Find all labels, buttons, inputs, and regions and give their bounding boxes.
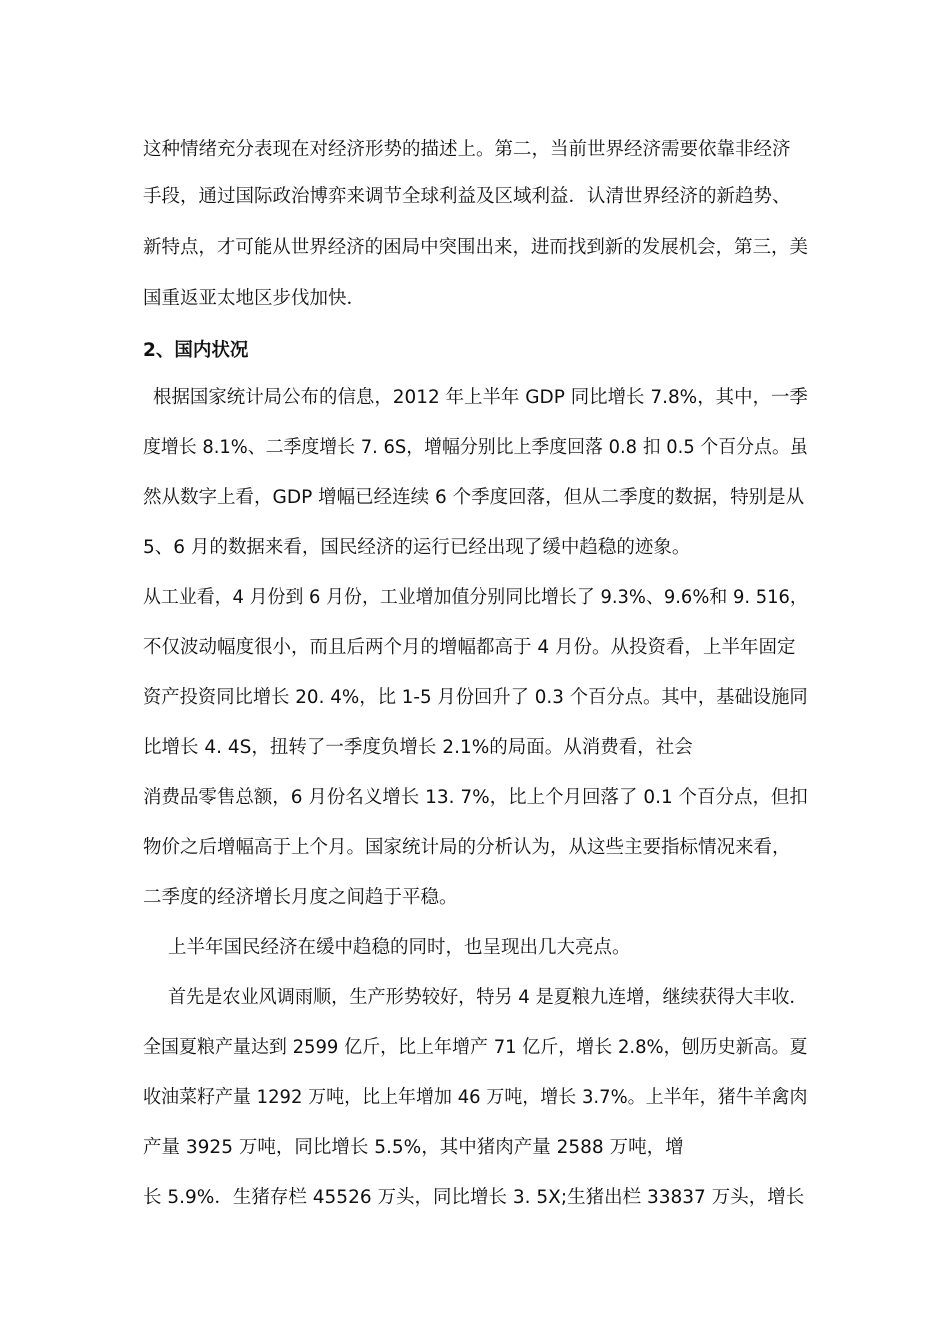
paragraph-line: 首先是农业风调雨顺，生产形势较好，特另 4 是夏粮九连增，继续获得大丰收． bbox=[168, 987, 808, 1008]
paragraph-line: 比增长 4. 4S，扭转了一季度负增长 2.1%的局面。从消费看，社会 bbox=[143, 737, 693, 758]
paragraph-line: 消费品零售总额，6 月份名义增长 13. 7%，比上个月回落了 0.1 个百分点，但扣 bbox=[143, 787, 808, 808]
paragraph-line: 资产投资同比增长 20. 4%，比 1-5 月份回升了 0.3 个百分点。其中，基础设施同 bbox=[143, 687, 808, 708]
paragraph-line: 度增长 8.1%、二季度增长 7. 6S，增幅分别比上季度回落 0.8 扣 0.5 个百分点。虽 bbox=[143, 437, 808, 458]
paragraph-line: 全国夏粮产量达到 2599 亿斤，比上年增产 71 亿斤，增长 2.8%，刨历史新高。夏 bbox=[143, 1037, 808, 1058]
paragraph-line: 然从数字上看，GDP 增幅已经连续 6 个季度回落，但从二季度的数据，特别是从 bbox=[143, 487, 805, 508]
paragraph-line: 国重返亚太地区步伐加快． bbox=[143, 288, 366, 309]
paragraph-line: 从工业看，4 月份到 6 月份，工业增加值分别同比增长了 9.3%、9.6%和 9. 516， bbox=[143, 587, 808, 608]
paragraph-line: 物价之后增幅高于上个月。国家统计局的分析认为，从这些主要指标情况来看， bbox=[143, 837, 791, 858]
paragraph-line: 5、6 月的数据来看，国民经济的运行已经出现了缓中趋稳的迹象。 bbox=[143, 537, 691, 558]
section-heading: 2、国内状况 bbox=[143, 340, 249, 361]
paragraph-line: 新特点，才可能从世界经济的困局中突围出来，进而找到新的发展机会，第三，美 bbox=[143, 237, 809, 258]
paragraph-line: 二季度的经济增长月度之间趋于平稳。 bbox=[143, 887, 458, 908]
paragraph-line: 产量 3925 万吨，同比增长 5.5%，其中猪肉产量 2588 万吨，增 bbox=[143, 1137, 684, 1158]
paragraph-line: 长 5.9%．生猪存栏 45526 万头，同比增长 3. 5X;生猪出栏 33837 万头，增长 bbox=[143, 1187, 805, 1208]
paragraph-line: 不仅波动幅度很小，而且后两个月的增幅都高于 4 月份。从投资看，上半年固定 bbox=[143, 637, 796, 658]
paragraph-line: 这种情绪充分表现在对经济形势的描述上。第二，当前世界经济需要依靠非经济 bbox=[143, 139, 791, 160]
paragraph-line: 根据国家统计局公布的信息，2012 年上半年 GDP 同比增长 7.8%，其中，一季 bbox=[153, 387, 808, 408]
paragraph-line: 收油菜籽产量 1292 万吨，比上年增加 46 万吨，增长 3.7%。上半年，猪牛羊禽肉 bbox=[143, 1087, 808, 1108]
paragraph-line: 手段，通过国际政治博弈来调节全球利益及区域利益．认清世界经济的新趋势、 bbox=[143, 186, 791, 207]
paragraph-line: 上半年国民经济在缓中趋稳的同时，也呈现出几大亮点。 bbox=[168, 937, 631, 958]
